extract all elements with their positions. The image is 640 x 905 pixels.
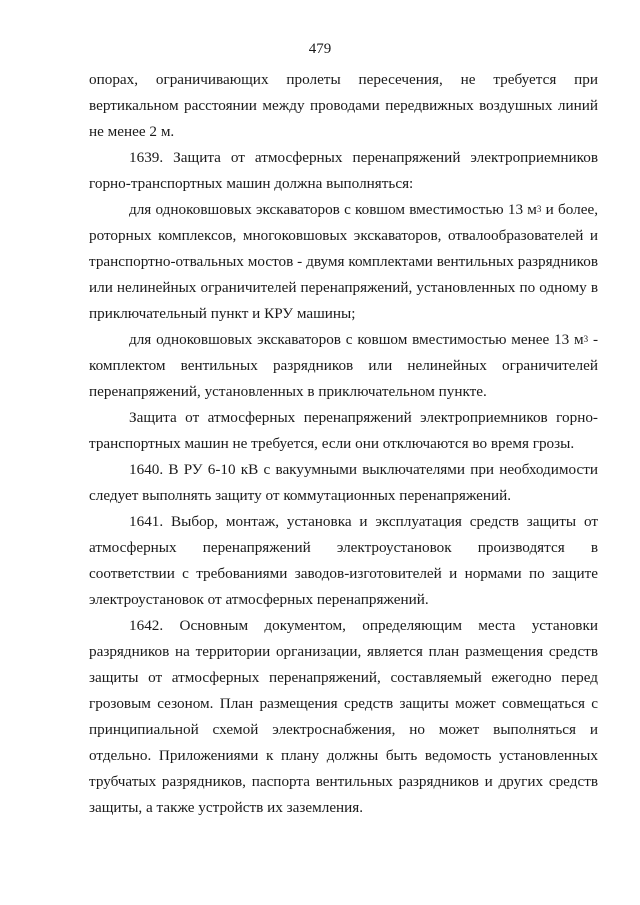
- paragraph-1641: 1641. Выбор, монтаж, установка и эксплуатация средств защиты от атмосферных перенапряжений электроустановок производятся в соответствии с требованиями заводов-изготовителей и нормами по защите электроустановок от атмосферных перенапряжений.: [89, 513, 598, 608]
- superscript-cubic: 3: [536, 204, 542, 214]
- paragraph-1639: 1639. Защита от атмосферных перенапряжений электроприемников горно-транспортных машин должна выполняться:: [89, 149, 598, 192]
- superscript-cubic: 3: [583, 334, 589, 344]
- paragraph-continuation: опорах, ограничивающих пролеты пересечения, не требуется при вертикальном расстоянии между проводами передвижных воздушных линий не менее 2 м.: [89, 71, 598, 140]
- paragraph-text: для одноковшовых экскаваторов с ковшом вместимостью менее 13 м: [129, 331, 584, 348]
- body-text: [89, 67, 598, 821]
- page-number: 479: [308, 41, 332, 57]
- paragraph-1639-large-excavators: [89, 197, 598, 327]
- paragraph-1642: 1642. Основным документом, определяющим места установки разрядников на территории организации, является план размещения средств защиты от атмосферных перенапряжений, составляемый ежегодно перед грозовым сезоном. План размещения средств защиты может совмещаться с принципиальной схемой электроснабжения, но может выполняться и отдельно. Приложениями к плану должны быть ведомость установленных трубчатых разрядников, паспорта вентильных разрядников и других средств защиты, а также устройств их заземления.: [89, 617, 598, 816]
- paragraph-text: и более, роторных комплексов, многоковшовых экскаваторов, отвалообразователей и транспортно-отвальных мостов - двумя комплектами вентильных разрядников или нелинейных ограничителей перенапряжений, установленных по одному в приключательный пункт и КРУ машины;: [89, 201, 598, 322]
- paragraph-1640: 1640. В РУ 6-10 кВ с вакуумными выключателями при необходимости следует выполнять защиту от коммутационных перенапряжений.: [89, 461, 598, 504]
- paragraph-text: - комплектом вентильных разрядников или нелинейных ограничителей перенапряжений, установленных в приключательном пункте.: [89, 331, 598, 400]
- paragraph-1639-small-excavators: [89, 327, 598, 405]
- paragraph-1639-thunderstorm: Защита от атмосферных перенапряжений электроприемников горно-транспортных машин не требуется, если они отключаются во время грозы.: [89, 409, 598, 452]
- paragraph-text: для одноковшовых экскаваторов с ковшом вместимостью 13 м: [129, 201, 537, 218]
